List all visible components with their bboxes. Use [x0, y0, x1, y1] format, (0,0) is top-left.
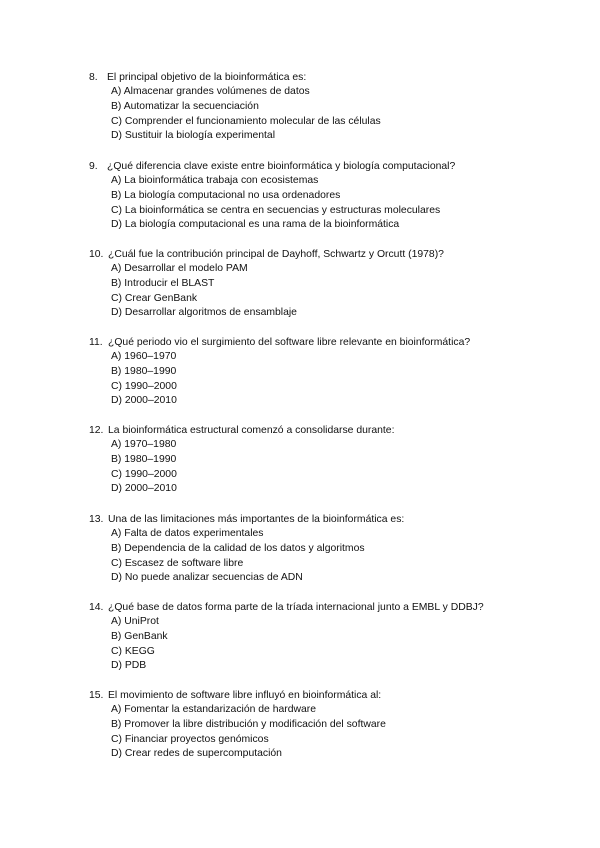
- option-b: B) Automatizar la secuenciación: [111, 100, 259, 112]
- question-text: [89, 688, 589, 703]
- option-b: B) GenBank: [111, 630, 168, 642]
- question-number: 15.: [89, 690, 104, 701]
- question-statement: El principal objetivo de la bioinformática es:: [107, 72, 307, 83]
- option-a: A) Falta de datos experimentales: [111, 528, 264, 539]
- option-d: D) 2000–2010: [111, 483, 177, 495]
- question-number: 11.: [89, 337, 103, 348]
- question-13: [89, 512, 589, 586]
- question-9: [89, 159, 589, 233]
- option-a: A) Fomentar la estandarización de hardware: [111, 704, 317, 715]
- question-text: [89, 159, 589, 174]
- option-b: B) Introducir el BLAST: [111, 277, 215, 289]
- question-8: [89, 70, 589, 144]
- option-a: A) Desarrollar el modelo PAM: [111, 263, 248, 274]
- question-text: [89, 423, 589, 438]
- option-d: D) La biología computacional es una rama de la bioinformática: [111, 219, 400, 231]
- option-d: D) Sustituir la biología experimental: [111, 130, 276, 142]
- question-statement: ¿Qué periodo vio el surgimiento del software libre relevante en bioinformática?: [108, 337, 471, 348]
- option-b: B) 1980–1990: [111, 365, 177, 377]
- option-c: C) Financiar proyectos genómicos: [111, 733, 269, 745]
- question-text: [89, 600, 589, 615]
- option-c: C) Escasez de software libre: [111, 557, 244, 569]
- question-statement: ¿Qué base de datos forma parte de la tríada internacional junto a EMBL y DDBJ?: [108, 602, 484, 613]
- question-statement: El movimiento de software libre influyó en bioinformática al:: [108, 690, 382, 701]
- question-text: [89, 335, 589, 350]
- question-12: [89, 423, 589, 497]
- option-a: A) UniProt: [111, 616, 159, 627]
- option-c: C) KEGG: [111, 645, 155, 657]
- question-number: 9.: [89, 161, 98, 172]
- option-b: B) Promover la libre distribución y modificación del software: [111, 718, 386, 730]
- question-15: [89, 688, 589, 762]
- option-c: C) Crear GenBank: [111, 292, 198, 304]
- question-number: 13.: [89, 514, 104, 525]
- option-c: C) Comprender el funcionamiento molecular de las células: [111, 115, 381, 127]
- question-10: [89, 247, 589, 321]
- question-number: 8.: [89, 72, 98, 83]
- option-c: C) 1990–2000: [111, 380, 177, 392]
- question-14: [89, 600, 589, 674]
- question-statement: ¿Qué diferencia clave existe entre bioinformática y biología computacional?: [107, 161, 456, 172]
- question-text: [89, 247, 589, 262]
- option-d: D) Desarrollar algoritmos de ensamblaje: [111, 307, 297, 319]
- option-a: A) La bioinformática trabaja con ecosistemas: [111, 175, 319, 186]
- option-b: B) Dependencia de la calidad de los datos y algoritmos: [111, 542, 365, 554]
- option-b: B) La biología computacional no usa ordenadores: [111, 189, 341, 201]
- option-a: A) Almacenar grandes volúmenes de datos: [111, 86, 310, 97]
- question-text: [89, 512, 589, 527]
- option-a: A) 1960–1970: [111, 351, 177, 362]
- question-number: 14.: [89, 602, 104, 613]
- question-number: 12.: [89, 425, 104, 436]
- question-11: [89, 335, 589, 409]
- question-statement: La bioinformática estructural comenzó a consolidarse durante:: [108, 425, 395, 436]
- option-c: C) 1990–2000: [111, 468, 177, 480]
- question-number: 10.: [89, 249, 104, 260]
- question-statement: Una de las limitaciones más importantes de la bioinformática es:: [108, 514, 405, 525]
- option-d: D) 2000–2010: [111, 395, 177, 407]
- option-d: D) Crear redes de supercomputación: [111, 748, 282, 760]
- option-a: A) 1970–1980: [111, 439, 177, 450]
- option-d: D) No puede analizar secuencias de ADN: [111, 572, 303, 584]
- question-statement: ¿Cuál fue la contribución principal de Dayhoff, Schwartz y Orcutt (1978)?: [108, 249, 444, 260]
- question-text: [89, 70, 589, 85]
- option-d: D) PDB: [111, 660, 147, 672]
- option-b: B) 1980–1990: [111, 453, 177, 465]
- option-c: C) La bioinformática se centra en secuencias y estructuras moleculares: [111, 204, 441, 216]
